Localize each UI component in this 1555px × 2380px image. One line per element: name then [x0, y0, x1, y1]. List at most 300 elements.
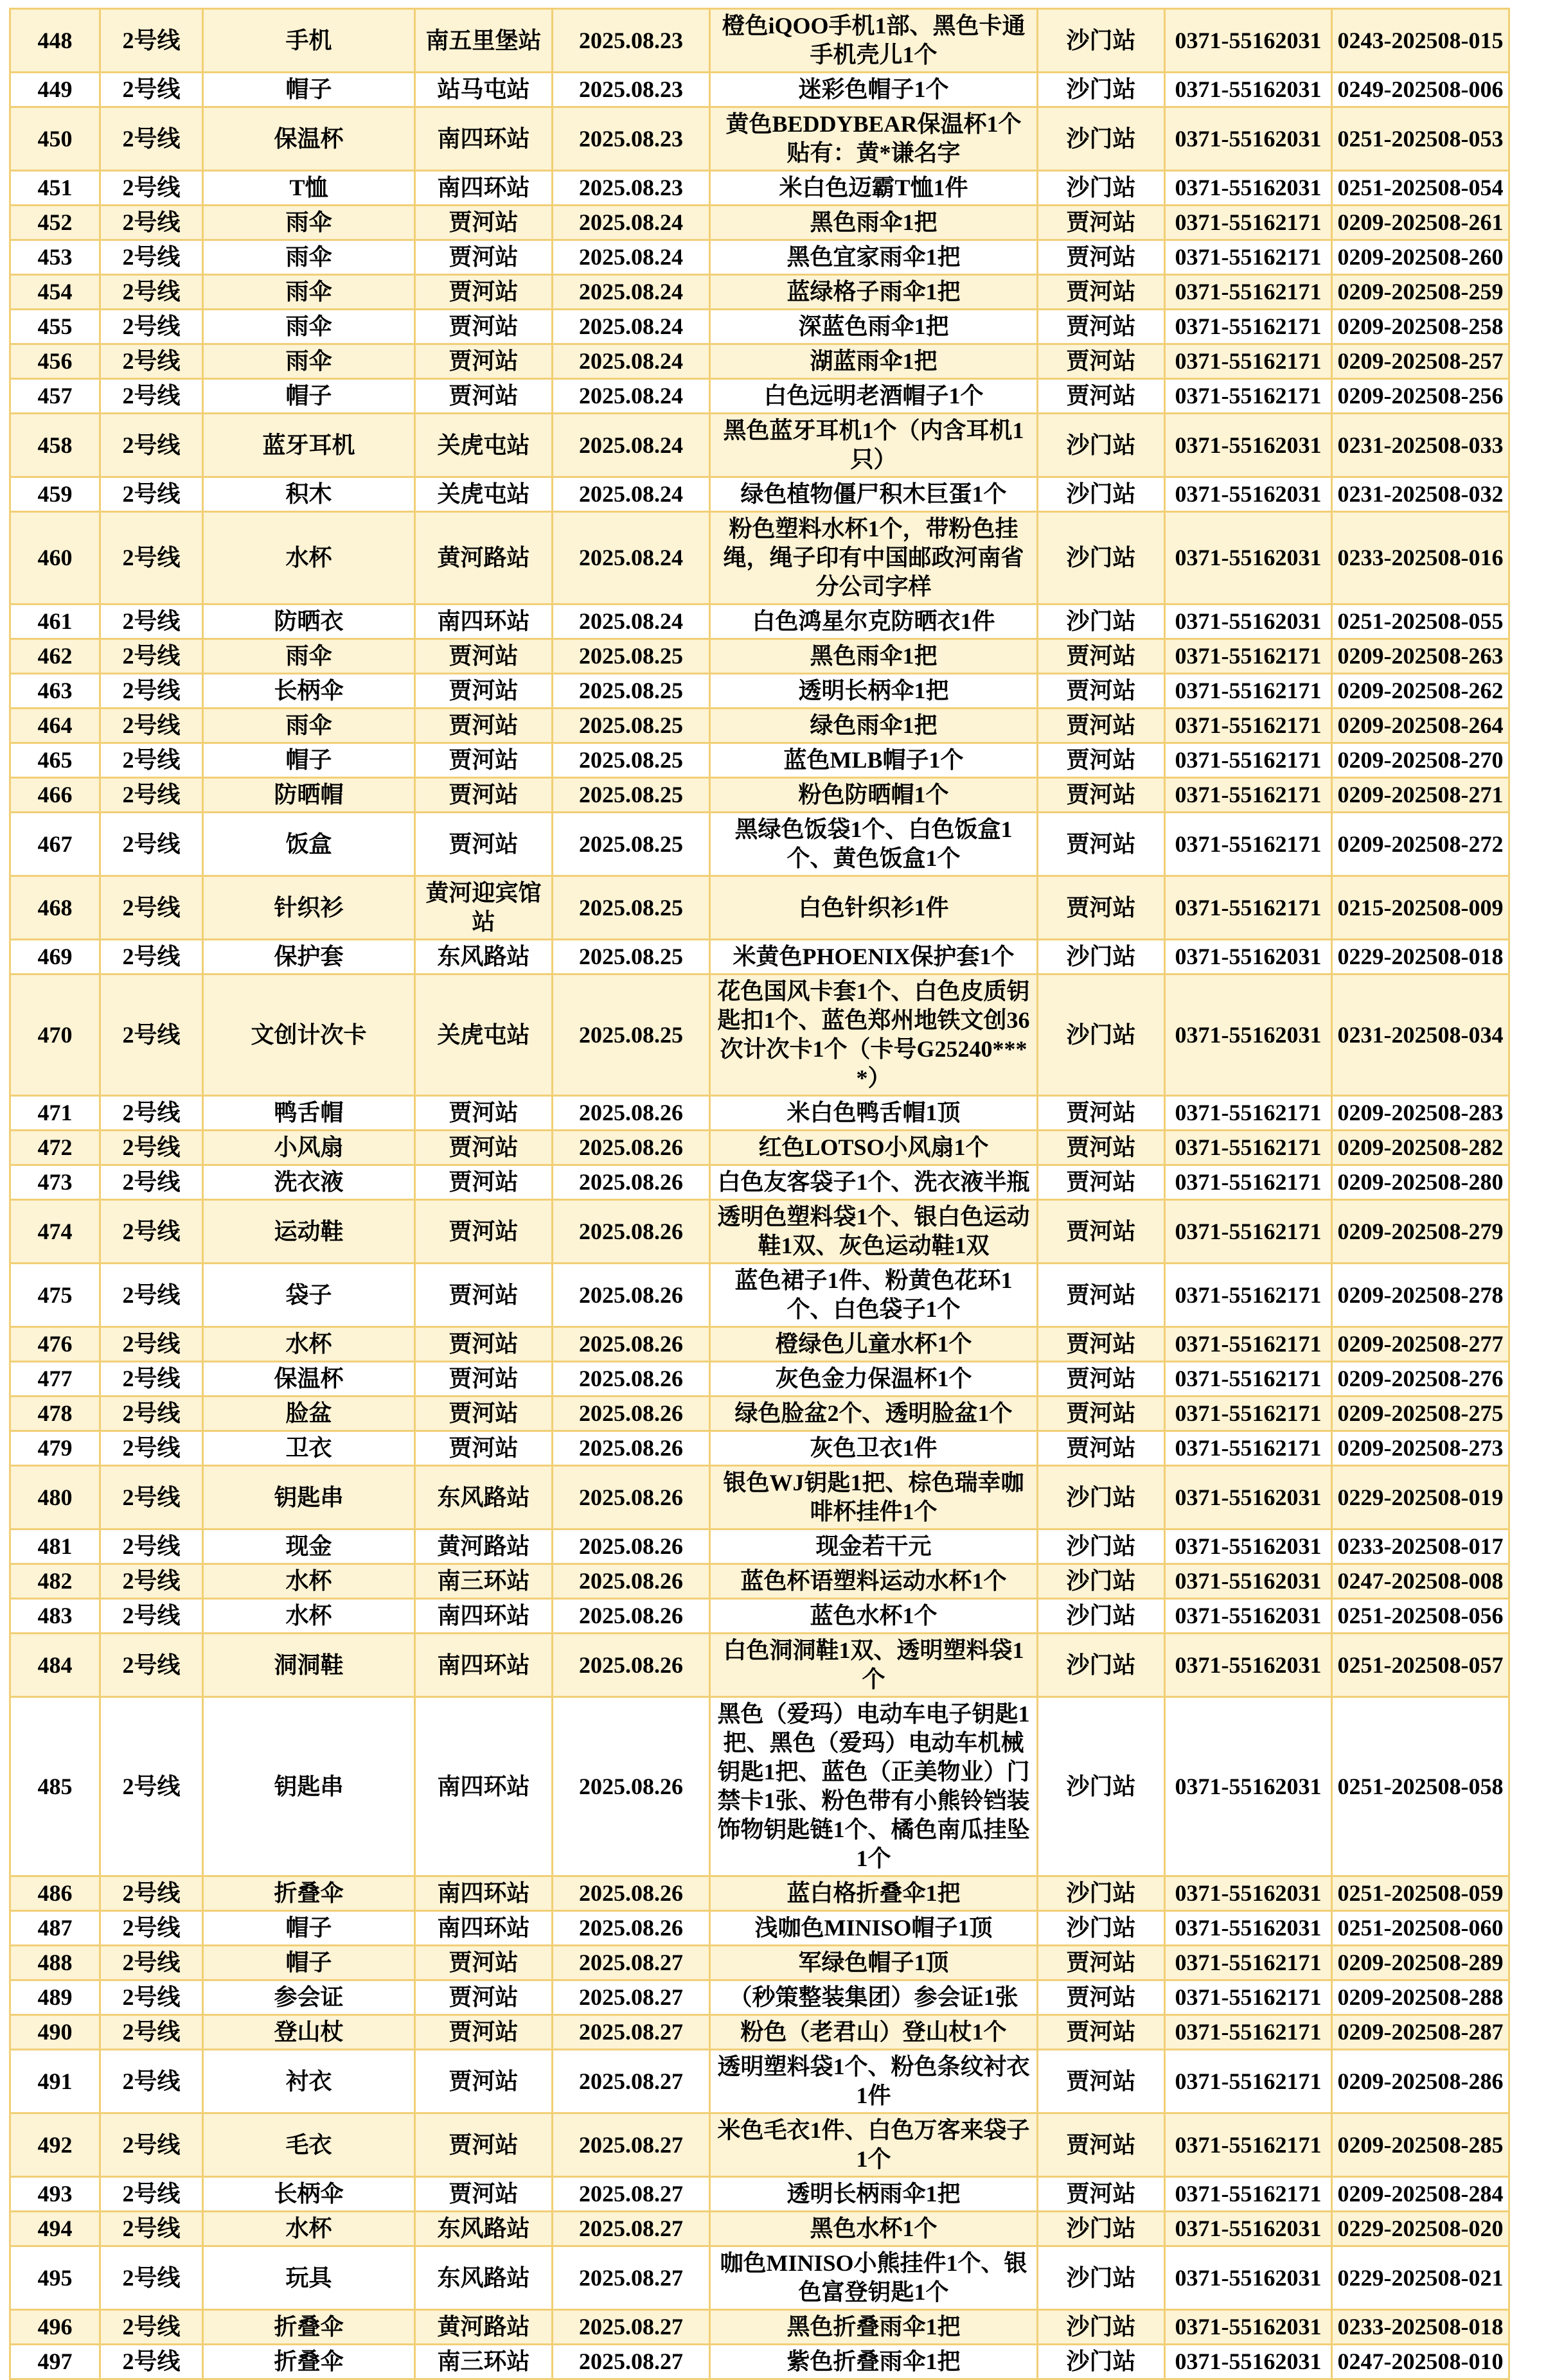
cell-station: 贾河站	[415, 674, 553, 709]
cell-line: 2号线	[100, 1599, 203, 1634]
table-row	[10, 974, 1509, 1096]
cell-date: 2025.08.26	[553, 1165, 710, 1200]
cell-date: 2025.08.26	[553, 1264, 710, 1327]
cell-description: 黑色蓝牙耳机1个（内含耳机1只）	[710, 414, 1038, 477]
cell-no: 454	[10, 275, 100, 310]
cell-id: 0209-202508-283	[1332, 1096, 1509, 1131]
cell-item: 帽子	[203, 1946, 415, 1980]
table-row	[10, 1131, 1509, 1165]
cell-no: 468	[10, 876, 100, 940]
cell-id: 0231-202508-032	[1332, 477, 1509, 512]
table-row	[10, 743, 1509, 778]
cell-pickup_station: 贾河站	[1038, 876, 1165, 940]
cell-pickup_station: 贾河站	[1038, 674, 1165, 709]
cell-description: 绿色雨伞1把	[710, 709, 1038, 743]
cell-item: 雨伞	[203, 240, 415, 275]
table-row	[10, 171, 1509, 206]
cell-station: 贾河站	[415, 2015, 553, 2050]
cell-description: 米白色迈霸T恤1件	[710, 171, 1038, 206]
cell-phone: 0371-55162031	[1165, 974, 1332, 1096]
cell-line: 2号线	[100, 604, 203, 639]
cell-station: 贾河站	[415, 1946, 553, 1980]
cell-pickup_station: 贾河站	[1038, 1165, 1165, 1200]
cell-id: 0209-202508-279	[1332, 1200, 1509, 1264]
cell-pickup_station: 贾河站	[1038, 206, 1165, 240]
cell-date: 2025.08.24	[553, 206, 710, 240]
cell-station: 南四环站	[415, 604, 553, 639]
cell-station: 贾河站	[415, 1431, 553, 1466]
cell-pickup_station: 贾河站	[1038, 379, 1165, 414]
cell-id: 0251-202508-057	[1332, 1634, 1509, 1697]
cell-pickup_station: 沙门站	[1038, 171, 1165, 206]
cell-pickup_station: 贾河站	[1038, 1946, 1165, 1980]
cell-phone: 0371-55162031	[1165, 2246, 1332, 2310]
cell-station: 贾河站	[415, 275, 553, 310]
cell-no: 496	[10, 2310, 100, 2345]
cell-item: 卫衣	[203, 1431, 415, 1466]
cell-station: 贾河站	[415, 1096, 553, 1131]
cell-id: 0209-202508-275	[1332, 1397, 1509, 1431]
cell-line: 2号线	[100, 379, 203, 414]
cell-date: 2025.08.27	[553, 2212, 710, 2246]
table-row	[10, 674, 1509, 709]
cell-description: 迷彩色帽子1个	[710, 73, 1038, 107]
cell-item: 袋子	[203, 1264, 415, 1327]
cell-line: 2号线	[100, 2113, 203, 2177]
cell-item: 保护套	[203, 940, 415, 974]
cell-phone: 0371-55162031	[1165, 1529, 1332, 1564]
table-row	[10, 2177, 1509, 2212]
cell-date: 2025.08.24	[553, 379, 710, 414]
cell-description: 紫色折叠雨伞1把	[710, 2345, 1038, 2379]
cell-description: 米黄色PHOENIX保护套1个	[710, 940, 1038, 974]
cell-line: 2号线	[100, 1466, 203, 1529]
cell-id: 0209-202508-276	[1332, 1362, 1509, 1397]
cell-description: 黑色雨伞1把	[710, 639, 1038, 674]
cell-date: 2025.08.26	[553, 1200, 710, 1264]
cell-no: 472	[10, 1131, 100, 1165]
cell-id: 0209-202508-272	[1332, 813, 1509, 876]
cell-item: 现金	[203, 1529, 415, 1564]
cell-id: 0251-202508-054	[1332, 171, 1509, 206]
cell-description: 粉色塑料水杯1个，带粉色挂绳，绳子印有中国邮政河南省分公司字样	[710, 512, 1038, 604]
cell-id: 0209-202508-287	[1332, 2015, 1509, 2050]
cell-item: 帽子	[203, 743, 415, 778]
cell-line: 2号线	[100, 1564, 203, 1599]
cell-pickup_station: 贾河站	[1038, 1096, 1165, 1131]
table-row	[10, 2113, 1509, 2177]
table-row	[10, 1697, 1509, 1876]
cell-description: 黑色（爱玛）电动车电子钥匙1把、黑色（爱玛）电动车机械钥匙1把、蓝色（正美物业）门禁卡1张、粉色带有小熊铃铛装饰物钥匙链1个、橘色南瓜挂坠1个	[710, 1697, 1038, 1876]
cell-phone: 0371-55162171	[1165, 1327, 1332, 1362]
cell-pickup_station: 沙门站	[1038, 1564, 1165, 1599]
cell-no: 467	[10, 813, 100, 876]
cell-item: 雨伞	[203, 206, 415, 240]
cell-date: 2025.08.23	[553, 73, 710, 107]
cell-pickup_station: 沙门站	[1038, 1697, 1165, 1876]
cell-no: 477	[10, 1362, 100, 1397]
cell-item: 帽子	[203, 1911, 415, 1946]
cell-description: 蓝色杯语塑料运动水杯1个	[710, 1564, 1038, 1599]
cell-id: 0247-202508-008	[1332, 1564, 1509, 1599]
cell-pickup_station: 沙门站	[1038, 414, 1165, 477]
cell-pickup_station: 贾河站	[1038, 1980, 1165, 2015]
cell-id: 0215-202508-009	[1332, 876, 1509, 940]
cell-description: 白色洞洞鞋1双、透明塑料袋1个	[710, 1634, 1038, 1697]
cell-phone: 0371-55162171	[1165, 1264, 1332, 1327]
cell-station: 贾河站	[415, 1165, 553, 1200]
cell-line: 2号线	[100, 1327, 203, 1362]
table-row	[10, 709, 1509, 743]
cell-date: 2025.08.26	[553, 1362, 710, 1397]
cell-line: 2号线	[100, 1264, 203, 1327]
table-row	[10, 1264, 1509, 1327]
cell-line: 2号线	[100, 275, 203, 310]
cell-pickup_station: 贾河站	[1038, 1264, 1165, 1327]
cell-id: 0209-202508-288	[1332, 1980, 1509, 2015]
cell-description: 橙绿色儿童水杯1个	[710, 1327, 1038, 1362]
table-row	[10, 639, 1509, 674]
cell-station: 贾河站	[415, 743, 553, 778]
cell-no: 489	[10, 1980, 100, 2015]
cell-pickup_station: 贾河站	[1038, 2113, 1165, 2177]
cell-id: 0209-202508-257	[1332, 344, 1509, 379]
cell-item: 针织衫	[203, 876, 415, 940]
cell-station: 贾河站	[415, 1327, 553, 1362]
cell-phone: 0371-55162031	[1165, 477, 1332, 512]
cell-no: 457	[10, 379, 100, 414]
cell-pickup_station: 沙门站	[1038, 1529, 1165, 1564]
cell-item: 折叠伞	[203, 1876, 415, 1911]
cell-description: 黑绿色饭袋1个、白色饭盒1个、黄色饭盒1个	[710, 813, 1038, 876]
cell-date: 2025.08.26	[553, 1397, 710, 1431]
cell-date: 2025.08.27	[553, 2015, 710, 2050]
cell-phone: 0371-55162171	[1165, 2177, 1332, 2212]
cell-item: 小风扇	[203, 1131, 415, 1165]
cell-description: 黄色BEDDYBEAR保温杯1个 贴有：黄*谦名字	[710, 107, 1038, 171]
cell-phone: 0371-55162171	[1165, 344, 1332, 379]
cell-id: 0209-202508-258	[1332, 310, 1509, 344]
cell-id: 0233-202508-017	[1332, 1529, 1509, 1564]
table-row	[10, 2345, 1509, 2379]
cell-station: 黄河路站	[415, 512, 553, 604]
cell-line: 2号线	[100, 344, 203, 379]
cell-pickup_station: 沙门站	[1038, 2345, 1165, 2379]
cell-description: 深蓝色雨伞1把	[710, 310, 1038, 344]
cell-date: 2025.08.25	[553, 709, 710, 743]
cell-station: 贾河站	[415, 1131, 553, 1165]
cell-date: 2025.08.25	[553, 639, 710, 674]
cell-line: 2号线	[100, 171, 203, 206]
cell-pickup_station: 沙门站	[1038, 2246, 1165, 2310]
table-row	[10, 1096, 1509, 1131]
cell-id: 0251-202508-059	[1332, 1876, 1509, 1911]
table-row	[10, 1634, 1509, 1697]
cell-pickup_station: 沙门站	[1038, 974, 1165, 1096]
cell-station: 南四环站	[415, 1876, 553, 1911]
cell-item: 折叠伞	[203, 2310, 415, 2345]
cell-line: 2号线	[100, 2177, 203, 2212]
cell-description: 橙色iQOO手机1部、黑色卡通手机壳儿1个	[710, 9, 1038, 73]
cell-line: 2号线	[100, 1362, 203, 1397]
cell-item: 长柄伞	[203, 674, 415, 709]
cell-station: 关虎屯站	[415, 477, 553, 512]
table-row	[10, 275, 1509, 310]
cell-pickup_station: 沙门站	[1038, 2212, 1165, 2246]
cell-item: 脸盆	[203, 1397, 415, 1431]
cell-date: 2025.08.26	[553, 1529, 710, 1564]
cell-station: 东风路站	[415, 2212, 553, 2246]
cell-phone: 0371-55162171	[1165, 310, 1332, 344]
table-row	[10, 379, 1509, 414]
cell-description: 花色国风卡套1个、白色皮质钥匙扣1个、蓝色郑州地铁文创36次计次卡1个（卡号G25240****）	[710, 974, 1038, 1096]
cell-no: 464	[10, 709, 100, 743]
cell-pickup_station: 贾河站	[1038, 275, 1165, 310]
cell-item: 洞洞鞋	[203, 1634, 415, 1697]
cell-station: 南四环站	[415, 1634, 553, 1697]
cell-station: 贾河站	[415, 240, 553, 275]
cell-date: 2025.08.24	[553, 240, 710, 275]
cell-pickup_station: 贾河站	[1038, 1431, 1165, 1466]
cell-no: 452	[10, 206, 100, 240]
cell-no: 450	[10, 107, 100, 171]
cell-id: 0209-202508-284	[1332, 2177, 1509, 2212]
cell-id: 0209-202508-270	[1332, 743, 1509, 778]
cell-phone: 0371-55162171	[1165, 379, 1332, 414]
cell-description: 黑色宜家雨伞1把	[710, 240, 1038, 275]
table-row	[10, 477, 1509, 512]
cell-item: 积木	[203, 477, 415, 512]
table-row	[10, 1200, 1509, 1264]
cell-date: 2025.08.24	[553, 275, 710, 310]
cell-description: 蓝色MLB帽子1个	[710, 743, 1038, 778]
cell-no: 478	[10, 1397, 100, 1431]
cell-phone: 0371-55162031	[1165, 1911, 1332, 1946]
cell-item: 文创计次卡	[203, 974, 415, 1096]
cell-no: 476	[10, 1327, 100, 1362]
cell-id: 0209-202508-261	[1332, 206, 1509, 240]
cell-pickup_station: 沙门站	[1038, 2310, 1165, 2345]
cell-no: 490	[10, 2015, 100, 2050]
table-row	[10, 1599, 1509, 1634]
cell-no: 453	[10, 240, 100, 275]
cell-phone: 0371-55162031	[1165, 107, 1332, 171]
cell-id: 0233-202508-018	[1332, 2310, 1509, 2345]
cell-no: 493	[10, 2177, 100, 2212]
cell-line: 2号线	[100, 2015, 203, 2050]
cell-line: 2号线	[100, 1165, 203, 1200]
cell-phone: 0371-55162031	[1165, 1697, 1332, 1876]
cell-description: 透明长柄伞1把	[710, 674, 1038, 709]
cell-date: 2025.08.27	[553, 2050, 710, 2113]
cell-pickup_station: 沙门站	[1038, 73, 1165, 107]
cell-item: 衬衣	[203, 2050, 415, 2113]
cell-station: 贾河站	[415, 1362, 553, 1397]
cell-line: 2号线	[100, 2310, 203, 2345]
cell-pickup_station: 沙门站	[1038, 107, 1165, 171]
cell-line: 2号线	[100, 206, 203, 240]
cell-phone: 0371-55162171	[1165, 639, 1332, 674]
cell-date: 2025.08.26	[553, 1564, 710, 1599]
lost-and-found-table	[9, 8, 1510, 2380]
table-row	[10, 2015, 1509, 2050]
cell-line: 2号线	[100, 876, 203, 940]
cell-no: 479	[10, 1431, 100, 1466]
cell-date: 2025.08.25	[553, 876, 710, 940]
cell-pickup_station: 沙门站	[1038, 1466, 1165, 1529]
cell-no: 449	[10, 73, 100, 107]
cell-id: 0233-202508-016	[1332, 512, 1509, 604]
cell-line: 2号线	[100, 310, 203, 344]
cell-item: T恤	[203, 171, 415, 206]
cell-station: 贾河站	[415, 206, 553, 240]
cell-description: 白色鸿星尔克防晒衣1件	[710, 604, 1038, 639]
cell-date: 2025.08.26	[553, 1327, 710, 1362]
cell-no: 470	[10, 974, 100, 1096]
cell-station: 南四环站	[415, 1911, 553, 1946]
table-row	[10, 344, 1509, 379]
cell-phone: 0371-55162171	[1165, 1362, 1332, 1397]
cell-pickup_station: 贾河站	[1038, 2050, 1165, 2113]
cell-no: 480	[10, 1466, 100, 1529]
cell-description: 米白色鸭舌帽1顶	[710, 1096, 1038, 1131]
table-row	[10, 1431, 1509, 1466]
cell-no: 473	[10, 1165, 100, 1200]
cell-item: 折叠伞	[203, 2345, 415, 2379]
cell-date: 2025.08.24	[553, 310, 710, 344]
cell-line: 2号线	[100, 2050, 203, 2113]
cell-station: 贾河站	[415, 709, 553, 743]
cell-line: 2号线	[100, 1980, 203, 2015]
cell-id: 0247-202508-010	[1332, 2345, 1509, 2379]
cell-description: 浅咖色MINISO帽子1顶	[710, 1911, 1038, 1946]
cell-phone: 0371-55162031	[1165, 1564, 1332, 1599]
cell-date: 2025.08.26	[553, 1131, 710, 1165]
cell-date: 2025.08.27	[553, 2113, 710, 2177]
cell-item: 运动鞋	[203, 1200, 415, 1264]
cell-phone: 0371-55162031	[1165, 73, 1332, 107]
cell-description: 透明长柄雨伞1把	[710, 2177, 1038, 2212]
cell-date: 2025.08.26	[553, 1876, 710, 1911]
cell-no: 481	[10, 1529, 100, 1564]
cell-no: 495	[10, 2246, 100, 2310]
cell-pickup_station: 沙门站	[1038, 604, 1165, 639]
cell-date: 2025.08.26	[553, 1466, 710, 1529]
cell-id: 0209-202508-273	[1332, 1431, 1509, 1466]
cell-station: 贾河站	[415, 778, 553, 813]
table-row	[10, 107, 1509, 171]
cell-station: 南五里堡站	[415, 9, 553, 73]
cell-id: 0251-202508-055	[1332, 604, 1509, 639]
cell-phone: 0371-55162171	[1165, 1131, 1332, 1165]
table-row	[10, 1529, 1509, 1564]
cell-line: 2号线	[100, 73, 203, 107]
cell-id: 0251-202508-060	[1332, 1911, 1509, 1946]
table-row	[10, 414, 1509, 477]
cell-no: 461	[10, 604, 100, 639]
cell-line: 2号线	[100, 974, 203, 1096]
cell-station: 贾河站	[415, 379, 553, 414]
cell-id: 0243-202508-015	[1332, 9, 1509, 73]
cell-station: 南三环站	[415, 1564, 553, 1599]
cell-phone: 0371-55162171	[1165, 1096, 1332, 1131]
cell-no: 474	[10, 1200, 100, 1264]
table-row	[10, 206, 1509, 240]
cell-station: 贾河站	[415, 1200, 553, 1264]
cell-description: （秒策整装集团）参会证1张	[710, 1980, 1038, 2015]
cell-date: 2025.08.23	[553, 107, 710, 171]
cell-phone: 0371-55162031	[1165, 1599, 1332, 1634]
cell-id: 0251-202508-058	[1332, 1697, 1509, 1876]
cell-pickup_station: 贾河站	[1038, 1131, 1165, 1165]
table-row	[10, 1980, 1509, 2015]
cell-pickup_station: 贾河站	[1038, 639, 1165, 674]
cell-description: 黑色水杯1个	[710, 2212, 1038, 2246]
cell-phone: 0371-55162031	[1165, 1876, 1332, 1911]
cell-item: 鸭舌帽	[203, 1096, 415, 1131]
cell-item: 饭盒	[203, 813, 415, 876]
cell-line: 2号线	[100, 1397, 203, 1431]
cell-item: 防晒衣	[203, 604, 415, 639]
cell-no: 469	[10, 940, 100, 974]
cell-phone: 0371-55162031	[1165, 2310, 1332, 2345]
cell-id: 0209-202508-289	[1332, 1946, 1509, 1980]
cell-item: 帽子	[203, 73, 415, 107]
cell-phone: 0371-55162171	[1165, 2113, 1332, 2177]
cell-station: 南四环站	[415, 1697, 553, 1876]
cell-station: 关虎屯站	[415, 414, 553, 477]
cell-id: 0209-202508-264	[1332, 709, 1509, 743]
cell-id: 0209-202508-285	[1332, 2113, 1509, 2177]
cell-id: 0249-202508-006	[1332, 73, 1509, 107]
cell-line: 2号线	[100, 240, 203, 275]
cell-station: 贾河站	[415, 310, 553, 344]
cell-description: 灰色卫衣1件	[710, 1431, 1038, 1466]
cell-station: 贾河站	[415, 2050, 553, 2113]
cell-date: 2025.08.26	[553, 1697, 710, 1876]
cell-station: 贾河站	[415, 2177, 553, 2212]
cell-item: 雨伞	[203, 275, 415, 310]
cell-pickup_station: 贾河站	[1038, 709, 1165, 743]
cell-station: 贾河站	[415, 1397, 553, 1431]
cell-description: 湖蓝雨伞1把	[710, 344, 1038, 379]
cell-line: 2号线	[100, 813, 203, 876]
cell-pickup_station: 沙门站	[1038, 1911, 1165, 1946]
cell-phone: 0371-55162171	[1165, 1200, 1332, 1264]
cell-no: 466	[10, 778, 100, 813]
cell-id: 0209-202508-260	[1332, 240, 1509, 275]
cell-phone: 0371-55162031	[1165, 414, 1332, 477]
cell-no: 475	[10, 1264, 100, 1327]
table-row	[10, 73, 1509, 107]
cell-phone: 0371-55162171	[1165, 240, 1332, 275]
cell-id: 0209-202508-262	[1332, 674, 1509, 709]
cell-station: 贾河站	[415, 344, 553, 379]
table-row	[10, 1911, 1509, 1946]
cell-description: 红色LOTSO小风扇1个	[710, 1131, 1038, 1165]
cell-station: 南四环站	[415, 171, 553, 206]
cell-no: 488	[10, 1946, 100, 1980]
cell-id: 0209-202508-286	[1332, 2050, 1509, 2113]
cell-no: 471	[10, 1096, 100, 1131]
cell-item: 洗衣液	[203, 1165, 415, 1200]
cell-date: 2025.08.24	[553, 604, 710, 639]
cell-date: 2025.08.25	[553, 674, 710, 709]
cell-line: 2号线	[100, 2246, 203, 2310]
table-body	[10, 9, 1509, 2379]
cell-id: 0209-202508-263	[1332, 639, 1509, 674]
cell-item: 雨伞	[203, 639, 415, 674]
